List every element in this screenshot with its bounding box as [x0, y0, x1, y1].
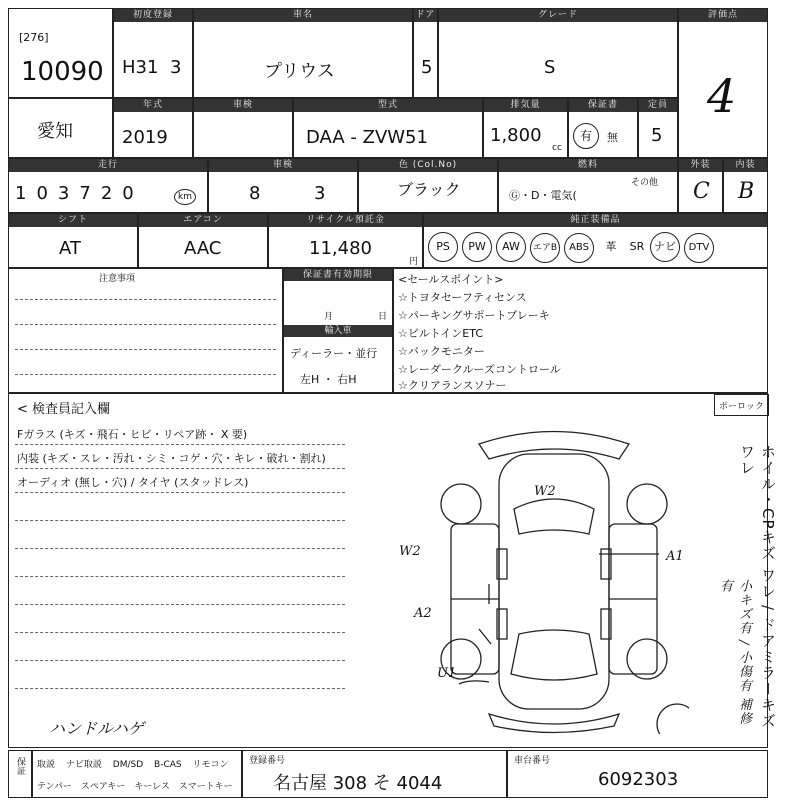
interior-box: [723, 158, 768, 213]
footer-side-label: 保証: [15, 757, 25, 775]
key-lock-label: ポーロック: [719, 402, 764, 412]
warranty-import-box: [283, 268, 393, 393]
digit: 3: [57, 183, 80, 204]
inspector-rule: [15, 688, 345, 689]
model-code-box: [293, 98, 483, 158]
import-dealer: ディーラー・並行: [290, 347, 378, 360]
ac: AAC: [184, 238, 222, 259]
fuel-box: [498, 158, 678, 213]
warranty-label: 保証書: [569, 99, 637, 112]
displacement: 1,800: [490, 125, 542, 146]
displacement-label: 排気量: [484, 99, 567, 112]
recycle-box: [268, 213, 423, 268]
inspector-label: < 検査員記入欄: [17, 402, 111, 417]
grade-box: [438, 8, 678, 98]
inspector-line: 内装 (キズ・スレ・汚れ・シミ・コゲ・穴・キレ・破れ・割れ): [17, 452, 326, 465]
equipment-pw: PW: [462, 232, 492, 262]
reg-label: 初度登録: [114, 9, 192, 22]
yen-unit: 円: [409, 257, 419, 267]
km-unit: km: [174, 189, 196, 205]
equipment-abs: ABS: [564, 233, 594, 263]
equipment-list: [428, 232, 718, 263]
equipment-label: 純正装備品: [424, 214, 767, 227]
doors: 5: [421, 57, 433, 78]
damage-marker: [479, 584, 491, 644]
accessory-row2: [37, 779, 233, 792]
inspector-rule: [15, 468, 345, 469]
vin: 6092303: [598, 769, 679, 790]
sales-point: ☆バックモニター: [398, 345, 485, 358]
color-label: 色 (Col.No): [359, 159, 497, 172]
reg-month: 3: [170, 57, 182, 78]
score-box: [678, 8, 768, 158]
sales-point: ☆レーダークルーズコントロール: [398, 363, 561, 376]
grade: S: [544, 57, 556, 78]
car-name-box: [193, 8, 413, 98]
grade-label: グレード: [439, 9, 677, 22]
rear-spoiler: [479, 432, 629, 460]
accessory-row1: [37, 757, 229, 770]
inspector-rule: [15, 660, 345, 661]
mark-u1-left: U1: [437, 666, 457, 681]
vin-label: 車台番号: [514, 756, 551, 766]
equipment-leather: 革: [605, 240, 617, 253]
car-diagram: [419, 414, 689, 734]
acc-label: B-CAS: [154, 760, 182, 770]
digit: 1: [15, 183, 37, 204]
sales-point: ☆トヨタセーフティセンス: [398, 291, 527, 304]
note-line: [15, 349, 276, 350]
capacity-label: 定員: [639, 99, 677, 112]
area: 愛知: [37, 121, 73, 142]
equipment-ps: PS: [428, 232, 458, 262]
acc-label: ナビ取説: [65, 760, 102, 770]
acc-label: スペアキー: [80, 782, 126, 792]
model-label: 型式: [294, 99, 482, 112]
plate-box: [242, 750, 507, 798]
score-label: 評価点: [679, 9, 767, 22]
notes-label: 注意事項: [99, 274, 136, 284]
fuel-options: Ⓖ・D・電気(: [509, 189, 577, 202]
warranty-exp-label: 保証書有効期限: [284, 269, 392, 281]
mark-a2-left: A2: [414, 606, 432, 621]
inspector-rule: [15, 604, 345, 605]
recycle-label: リサイクル預託金: [269, 214, 422, 227]
vertical-legend: ホイル・CPキズ ワレ / ドアミラーキズ ワレ: [738, 444, 777, 729]
interior-label: 内装: [724, 159, 767, 172]
plate: 名古屋 308 そ 4044: [273, 773, 443, 794]
name-label: 車名: [194, 9, 412, 22]
inspector-rule: [15, 520, 345, 521]
note-line: [15, 324, 276, 325]
windshield: [511, 630, 597, 680]
digit: 2: [100, 183, 123, 204]
sales-point: ☆ビルトインETC: [398, 327, 484, 340]
inspector-line: Fガラス (キズ・飛石・ヒビ・リペア跡・ X 要): [17, 428, 248, 441]
lot-label: [276]: [19, 31, 49, 44]
registration-box: [113, 8, 193, 98]
exterior-label: 外装: [679, 159, 722, 172]
front-bumper: [489, 714, 619, 733]
year-label: 年式: [114, 99, 192, 112]
inspector-rule: [15, 492, 345, 493]
shift-box: [8, 213, 138, 268]
exterior: C: [693, 179, 710, 204]
reg-year: H31: [122, 57, 159, 78]
day-char: 日: [378, 312, 388, 322]
wheel-rear-left: [441, 484, 481, 524]
model-year-box: [113, 98, 193, 158]
fuel-other: その他: [631, 178, 659, 188]
capacity: 5: [651, 125, 663, 146]
shaken-box: [193, 98, 293, 158]
capacity-box: [638, 98, 678, 158]
shift-label: シフト: [9, 214, 137, 227]
fuel-label: 燃料: [499, 159, 677, 172]
damage-leader: [459, 681, 489, 684]
displacement-box: [483, 98, 568, 158]
lot-box: [8, 8, 113, 98]
sales-point: ☆パーキングサポートブレーキ: [398, 309, 550, 322]
car-name: プリウス: [264, 61, 335, 82]
acc-label: 取説: [37, 760, 56, 770]
door-label: ドア: [415, 10, 436, 20]
inspection-month: 3: [314, 183, 326, 204]
acc-label: キーレス: [134, 782, 170, 792]
inspector-rule: [15, 548, 345, 549]
acc-label: スマートキー: [178, 782, 233, 792]
rear-window: [514, 499, 594, 534]
equipment-aw: AW: [496, 232, 526, 262]
mileage-digits: [15, 183, 144, 204]
inspector-line: オーディオ (無し・穴) / タイヤ (スタッドレス): [17, 476, 249, 489]
inspector-rule: [15, 444, 345, 445]
mileage-box: [8, 158, 208, 213]
lot-number: 10090: [21, 57, 104, 87]
equipment-box: [423, 213, 768, 268]
sales-label: <セールスポイント>: [398, 273, 504, 286]
sales-point: ☆クリアランスソナー: [398, 379, 507, 392]
mark-w2-top: W2: [534, 484, 556, 499]
exterior-box: [678, 158, 723, 213]
digit: 0: [36, 183, 58, 204]
score: 4: [707, 69, 737, 123]
equipment-airbag: エアB: [530, 233, 560, 263]
acc-label: DM/SD: [112, 760, 144, 770]
inspection-label: 車検: [209, 159, 357, 172]
digit: 7: [79, 183, 101, 204]
key-lock-box: [714, 394, 769, 416]
auction-sheet: [8, 8, 777, 798]
mileage-label: 走行: [9, 159, 207, 172]
warranty-no: 無: [607, 131, 618, 144]
inspector-box: [8, 393, 777, 748]
notes-box: [8, 268, 283, 393]
note-line: [15, 374, 276, 375]
plate-label: 登録番号: [249, 756, 286, 766]
warranty-yes: 有: [573, 123, 599, 149]
ac-box: [138, 213, 268, 268]
acc-label: テンパー: [37, 782, 72, 792]
shift: AT: [59, 238, 81, 259]
color-box: [358, 158, 498, 213]
wheel-front-right: [627, 639, 667, 679]
footer-side-box: [8, 750, 32, 798]
model-year: 2019: [122, 127, 168, 148]
warranty-box: [568, 98, 638, 158]
sales-points-box: [393, 268, 768, 393]
vin-box: [507, 750, 768, 798]
interior: B: [738, 179, 755, 204]
inspector-rule: [15, 576, 345, 577]
color: ブラック: [397, 180, 461, 199]
digit: 0: [122, 183, 144, 204]
note-line: [15, 299, 276, 300]
mark-a1-right: A1: [666, 549, 684, 564]
month-char: 月: [324, 312, 334, 322]
acc-label: リモコン: [192, 760, 229, 770]
equipment-dtv: DTV: [684, 233, 714, 263]
mark-w2-left: W2: [399, 544, 421, 559]
steering-side: 左H ・ 右H: [300, 373, 357, 386]
cc-unit: cc: [552, 143, 562, 153]
wheel-rear-right: [627, 484, 667, 524]
inspection-box: [208, 158, 358, 213]
ac-label: エアコン: [139, 214, 267, 227]
inspector-rule: [15, 632, 345, 633]
equipment-sr: SR: [629, 240, 645, 253]
import-label: 輸入車: [284, 325, 392, 337]
area-box: [8, 98, 113, 158]
equipment-navi: ナビ: [650, 232, 680, 262]
model-code: DAA - ZVW51: [306, 127, 428, 148]
accessory-box: [32, 750, 242, 798]
vertical-small: 小キズ有 / 小傷有 補修有: [717, 579, 751, 726]
shaken-label: 車検: [194, 99, 292, 112]
inspection-year: 8: [249, 183, 261, 204]
doors-box: [413, 8, 438, 98]
handwritten-note: ハンドルハゲ: [49, 719, 144, 738]
recycle: 11,480: [309, 238, 372, 259]
spare-tire: [657, 704, 689, 734]
